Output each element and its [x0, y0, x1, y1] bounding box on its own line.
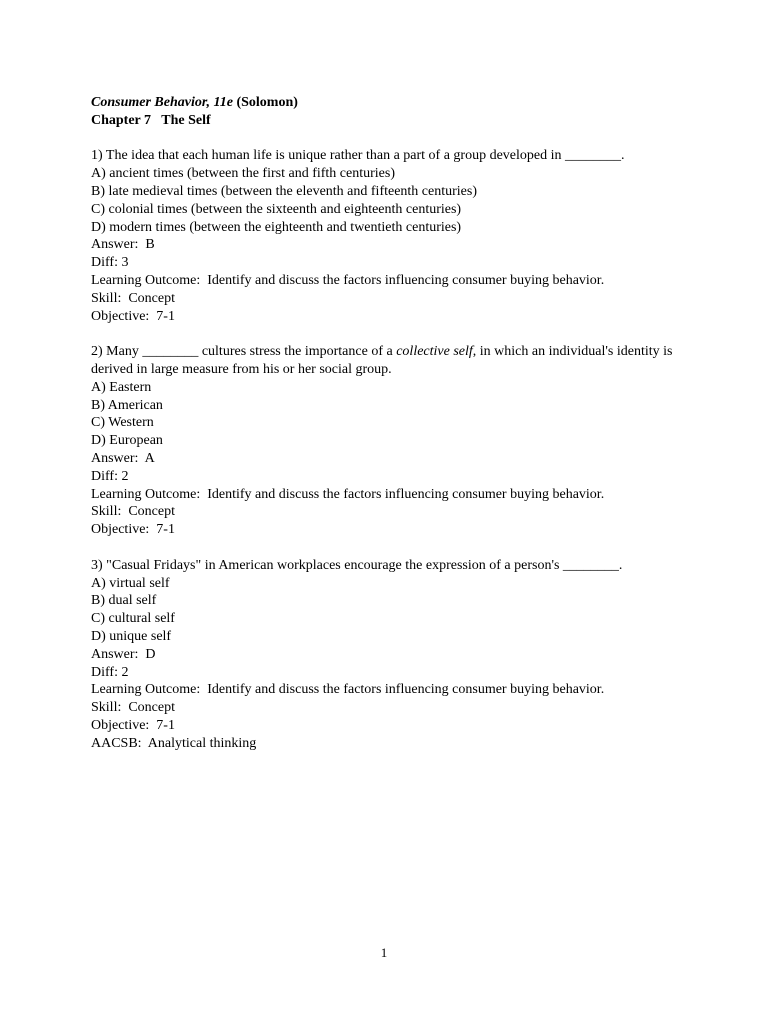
- aacsb: AACSB: Analytical thinking: [91, 735, 257, 751]
- skill: Skill: Concept: [91, 290, 175, 306]
- book-title: Consumer Behavior, 11e: [91, 95, 233, 110]
- question-stem: 3) "Casual Fridays" in American workplaces encourage the expression of a person's ________.: [91, 557, 623, 573]
- choice-c: C) Western: [91, 415, 154, 431]
- stem-text-before: 2) Many ________ cultures stress the importance of a: [91, 344, 397, 360]
- answer: Answer: A: [91, 450, 155, 466]
- book-heading: [91, 94, 711, 112]
- difficulty: Diff: 2: [91, 664, 129, 680]
- question-stem: 1) The idea that each human life is unique rather than a part of a group developed in ________.: [91, 148, 625, 164]
- choice-b: B) late medieval times (between the eleventh and fifteenth centuries): [91, 183, 478, 199]
- choice-d: D) unique self: [91, 628, 172, 644]
- chapter-title: Chapter 7 The Self: [91, 112, 211, 128]
- choice-b: B) dual self: [91, 593, 157, 609]
- choice-c: C) cultural self: [91, 611, 175, 627]
- skill: Skill: Concept: [91, 504, 175, 520]
- choice-c: C) colonial times (between the sixteenth and eighteenth centuries): [91, 201, 462, 217]
- choice-b: B) American: [91, 397, 163, 413]
- question-3: [91, 557, 711, 753]
- question-1: [91, 147, 711, 325]
- skill: Skill: Concept: [91, 700, 175, 716]
- answer: Answer: B: [91, 237, 155, 253]
- choice-a: A) ancient times (between the first and fifth centuries): [91, 166, 395, 182]
- objective: Objective: 7-1: [91, 308, 175, 324]
- objective: Objective: 7-1: [91, 717, 175, 733]
- learning-outcome: Learning Outcome: Identify and discuss the factors influencing consumer buying behavior.: [91, 272, 605, 288]
- answer: Answer: D: [91, 646, 156, 662]
- book-author: (Solomon): [232, 95, 298, 110]
- document-page: [91, 94, 711, 752]
- difficulty: Diff: 2: [91, 468, 129, 484]
- learning-outcome: Learning Outcome: Identify and discuss the factors influencing consumer buying behavior.: [91, 682, 605, 698]
- page-number: 1: [380, 945, 388, 960]
- stem-italic-term: collective self: [396, 344, 473, 360]
- learning-outcome: Learning Outcome: Identify and discuss the factors influencing consumer buying behavior.: [91, 486, 605, 502]
- question-stem: [91, 343, 711, 379]
- difficulty: Diff: 3: [91, 255, 129, 271]
- question-2: [91, 343, 711, 539]
- choice-a: A) virtual self: [91, 575, 170, 591]
- choice-d: D) modern times (between the eighteenth and twentieth centuries): [91, 219, 462, 235]
- objective: Objective: 7-1: [91, 522, 175, 538]
- stem-text-after: , in which an individual's identity is derived in large measure from his or her social group.: [91, 344, 673, 377]
- choice-d: D) European: [91, 433, 163, 449]
- choice-a: A) Eastern: [91, 379, 152, 395]
